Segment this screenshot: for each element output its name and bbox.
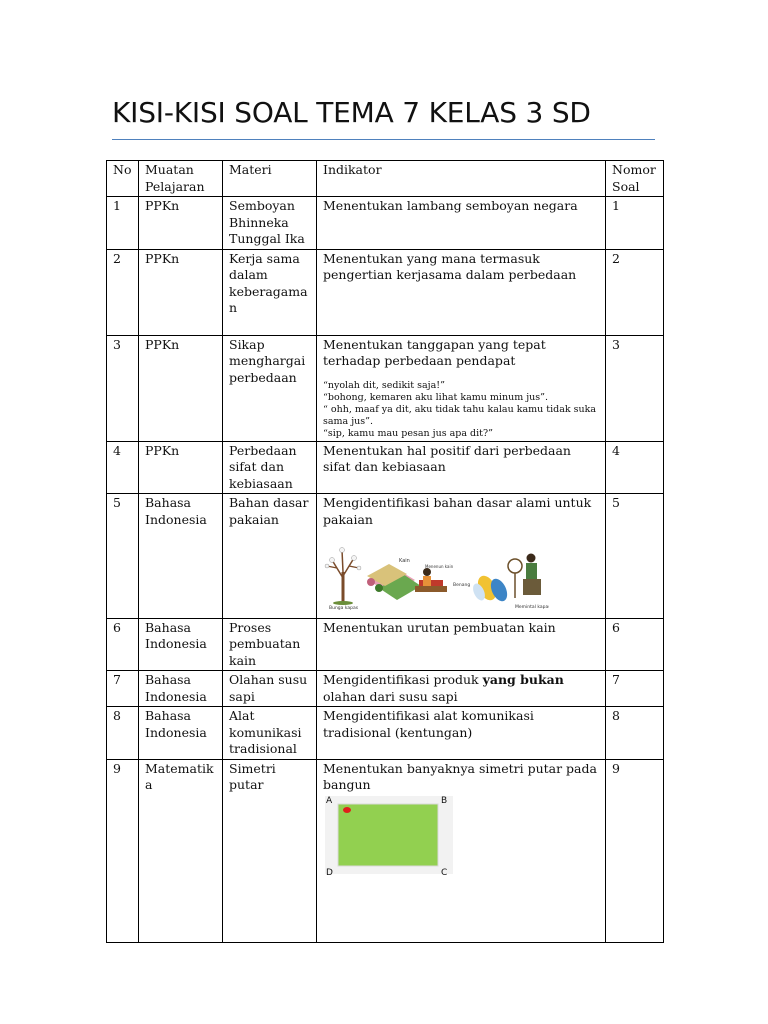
cell-nomor-soal: 7: [606, 671, 664, 707]
label-kain: Kain: [399, 558, 410, 564]
cell-materi: Alat komunikasi tradisional: [223, 707, 317, 760]
rectangle-symmetry-figure: [323, 794, 455, 876]
cell-no: 9: [107, 759, 139, 942]
label-menenun-kain: Menenun kain: [425, 564, 454, 569]
cell-nomor-soal: 3: [606, 335, 664, 441]
cell-nomor-soal: 6: [606, 618, 664, 671]
cell-no: 5: [107, 494, 139, 619]
cell-materi: Proses pembuatan kain: [223, 618, 317, 671]
cell-no: 7: [107, 671, 139, 707]
indikator-text: Menentukan banyaknya simetri putar pada bangun: [323, 760, 597, 792]
cell-no: 2: [107, 249, 139, 335]
cell-no: 6: [107, 618, 139, 671]
indikator-text: Mengidentifikasi produk: [323, 672, 483, 687]
cell-nomor-soal: 2: [606, 249, 664, 335]
header-indikator: Indikator: [317, 161, 606, 197]
label-memintal-kapas: Memintal kapas: [515, 605, 549, 610]
indikator-text: olahan dari susu sapi: [323, 688, 458, 704]
cell-no: 8: [107, 707, 139, 760]
fabric-rolls-image: [367, 564, 421, 600]
table-row: [107, 335, 664, 441]
table-header-row: [107, 161, 664, 197]
cell-nomor-soal: 1: [606, 197, 664, 250]
label-benang: Benang: [453, 583, 471, 588]
spinning-person-image: [508, 554, 541, 599]
vertex-label-a: A: [326, 795, 333, 806]
title-underline: [112, 139, 655, 140]
rotation-marker-dot: [343, 807, 351, 813]
cell-indikator: [317, 335, 606, 441]
thread-spools-image: [471, 573, 511, 604]
dialog-excerpt: [323, 380, 600, 440]
cell-indikator: Menentukan urutan pembuatan kain: [317, 618, 606, 671]
cell-indikator: Menentukan hal positif dari perbedaan sifat dan kebiasaan: [317, 441, 606, 494]
vertex-label-c: C: [441, 867, 448, 876]
cell-materi: Bahan dasar pakaian: [223, 494, 317, 619]
fabric-making-illustration: [323, 542, 549, 612]
indikator-text: Menentukan tanggapan yang tepat terhadap perbedaan pendapat: [323, 336, 546, 368]
cell-nomor-soal: 8: [606, 707, 664, 760]
cell-muatan: PPKn: [139, 249, 223, 335]
cell-no: 3: [107, 335, 139, 441]
cell-materi: Semboyan Bhinneka Tunggal Ika: [223, 197, 317, 250]
cell-indikator: [317, 759, 606, 942]
cell-nomor-soal: 9: [606, 759, 664, 942]
cell-materi: Simetri putar: [223, 759, 317, 942]
header-nomor-soal: Nomor Soal: [606, 161, 664, 197]
table-row: [107, 197, 664, 250]
dialog-line: “nyolah dit, sedikit saja!”: [323, 379, 445, 391]
table-row: [107, 494, 664, 619]
page-title: KISI-KISI SOAL TEMA 7 KELAS 3 SD: [112, 96, 591, 129]
weaving-person-image: [415, 568, 447, 592]
cell-muatan: Matematika: [139, 759, 223, 942]
header-muatan-pelajaran: Muatan Pelajaran: [139, 161, 223, 197]
cell-muatan: PPKn: [139, 441, 223, 494]
table-row: [107, 759, 664, 942]
table-row: [107, 249, 664, 335]
table-row: [107, 707, 664, 760]
cell-muatan: PPKn: [139, 197, 223, 250]
cell-materi: Olahan susu sapi: [223, 671, 317, 707]
label-bunga-kapas: Bunga kapas: [329, 606, 359, 611]
cell-materi: Sikap menghargai perbedaan: [223, 335, 317, 441]
cotton-tree-image: [325, 548, 361, 606]
dialog-line: “sip, kamu mau pesan jus apa dit?”: [323, 427, 493, 439]
cell-indikator: Menentukan lambang semboyan negara: [317, 197, 606, 250]
table-row: [107, 618, 664, 671]
cell-muatan: Bahasa Indonesia: [139, 671, 223, 707]
kisi-kisi-table: [106, 160, 664, 943]
table-row: [107, 671, 664, 707]
cell-muatan: PPKn: [139, 335, 223, 441]
cell-materi: Kerja sama dalam keberagaman: [223, 249, 317, 335]
header-materi: Materi: [223, 161, 317, 197]
dialog-line: “ ohh, maaf ya dit, aku tidak tahu kalau kamu tidak suka sama jus”.: [323, 403, 597, 427]
dialog-line: “bohong, kemaren aku lihat kamu minum jus”.: [323, 391, 549, 403]
cell-no: 4: [107, 441, 139, 494]
cell-materi: Perbedaan sifat dan kebiasaan: [223, 441, 317, 494]
cell-indikator: Mengidentifikasi alat komunikasi tradisional (kentungan): [317, 707, 606, 760]
cell-nomor-soal: 5: [606, 494, 664, 619]
vertex-label-b: B: [441, 795, 448, 806]
cell-muatan: Bahasa Indonesia: [139, 494, 223, 619]
cell-muatan: Bahasa Indonesia: [139, 618, 223, 671]
cell-muatan: Bahasa Indonesia: [139, 707, 223, 760]
cell-no: 1: [107, 197, 139, 250]
table-row: [107, 441, 664, 494]
vertex-label-d: D: [326, 867, 333, 876]
cell-indikator: [317, 671, 606, 707]
indikator-text: Mengidentifikasi bahan dasar alami untuk pakaian: [323, 495, 592, 527]
cell-indikator: [317, 494, 606, 619]
cell-nomor-soal: 4: [606, 441, 664, 494]
cell-indikator: Menentukan yang mana termasuk pengertian kerjasama dalam perbedaan: [317, 249, 606, 335]
indikator-emphasis: yang bukan: [482, 672, 564, 687]
header-no: No: [107, 161, 139, 197]
